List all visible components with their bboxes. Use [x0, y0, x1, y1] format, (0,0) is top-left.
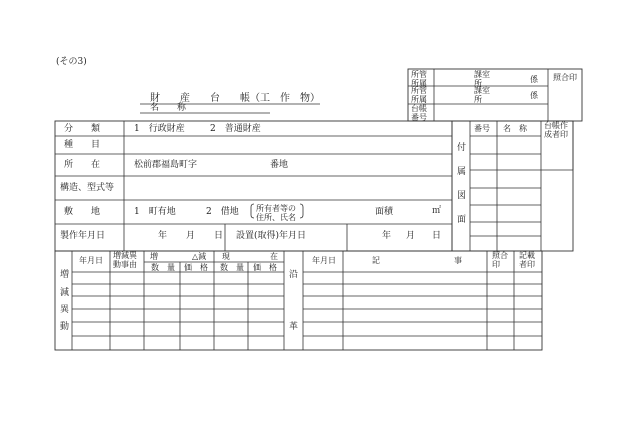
change-label-4: 動 [60, 322, 70, 332]
history-label-1: 沿 [289, 270, 299, 280]
history-check: 照合 印 [492, 251, 508, 269]
col-number: 番号 [474, 124, 490, 133]
install-date-label: 設置(取得)年月日 [236, 231, 307, 241]
col-creator: 台帳作 成者印 [544, 121, 568, 139]
site-option-2[interactable]: 2 借地 [206, 207, 239, 217]
change-label-2: 減 [60, 288, 70, 298]
page-title: 財 産 台 帳（工 作 物） [150, 93, 320, 104]
col-cur-qty: 数 量 [220, 263, 244, 272]
location-value: 松前郡福島町字 [134, 160, 198, 170]
classification-option-2[interactable]: 2 普通財産 [210, 124, 261, 134]
area-unit: ㎡ [432, 206, 442, 216]
install-day: 日 [432, 231, 442, 241]
history-label-2: 革 [289, 322, 299, 332]
office-row2-unit: 係 [530, 91, 538, 100]
classification-label: 分 類 [64, 124, 101, 134]
col-increase: 増 [150, 252, 158, 261]
history-note: 記 [372, 256, 380, 265]
made-day: 日 [214, 231, 224, 241]
area-label: 面積 [375, 207, 394, 217]
classification-option-1[interactable]: 1 行政財産 [134, 124, 185, 134]
location-suffix: 番地 [270, 160, 289, 170]
attached-drawings-label-2: 属 [457, 167, 467, 177]
name-label: 名 称 [150, 103, 187, 113]
seal-label: 照合印 [553, 73, 577, 82]
made-year: 年 [158, 231, 168, 241]
col-date: 年月日 [79, 256, 103, 265]
attached-drawings-label-3: 図 [457, 191, 467, 201]
change-label-1: 増 [60, 270, 70, 280]
col-decrease: △減 [192, 252, 207, 261]
structure-label: 構造、型式等 [60, 183, 115, 193]
location-label: 所 在 [64, 160, 101, 170]
col-current: 現 [222, 252, 230, 261]
office-row2-section: 課室 所 [474, 86, 490, 104]
install-year: 年 [382, 231, 392, 241]
attached-drawings-label-1: 付 [457, 143, 467, 153]
history-note-2: 事 [454, 256, 462, 265]
install-month: 月 [406, 231, 416, 241]
office-row1-section: 課室 所 [474, 70, 490, 88]
history-writer: 記載 者印 [519, 251, 535, 269]
owner-note: 所有者等の 住所、氏名 [256, 204, 296, 223]
made-month: 月 [186, 231, 196, 241]
office-row2-label: 所管 所属 [411, 86, 427, 104]
site-option-1[interactable]: 1 町有地 [134, 207, 176, 217]
made-date-label: 製作年月日 [60, 231, 106, 241]
office-row1-label: 所管 所属 [411, 70, 427, 88]
change-label-3: 異 [60, 305, 70, 315]
site-label: 敷 地 [64, 207, 101, 217]
col-reason: 増減異 動事由 [113, 251, 137, 269]
type-label: 種 目 [64, 140, 101, 150]
col-name: 名 称 [503, 124, 527, 133]
attached-drawings-label-4: 面 [457, 215, 467, 225]
col-cur-price: 価 格 [253, 263, 277, 272]
col-current-2: 在 [270, 252, 278, 261]
col-inc-qty: 数 量 [151, 263, 175, 272]
ledger-number-label: 台帳 番号 [411, 104, 427, 122]
form-number: (その3) [56, 57, 87, 67]
office-row1-unit: 係 [530, 75, 538, 84]
history-date: 年月日 [312, 256, 336, 265]
col-inc-price: 価 格 [184, 263, 208, 272]
